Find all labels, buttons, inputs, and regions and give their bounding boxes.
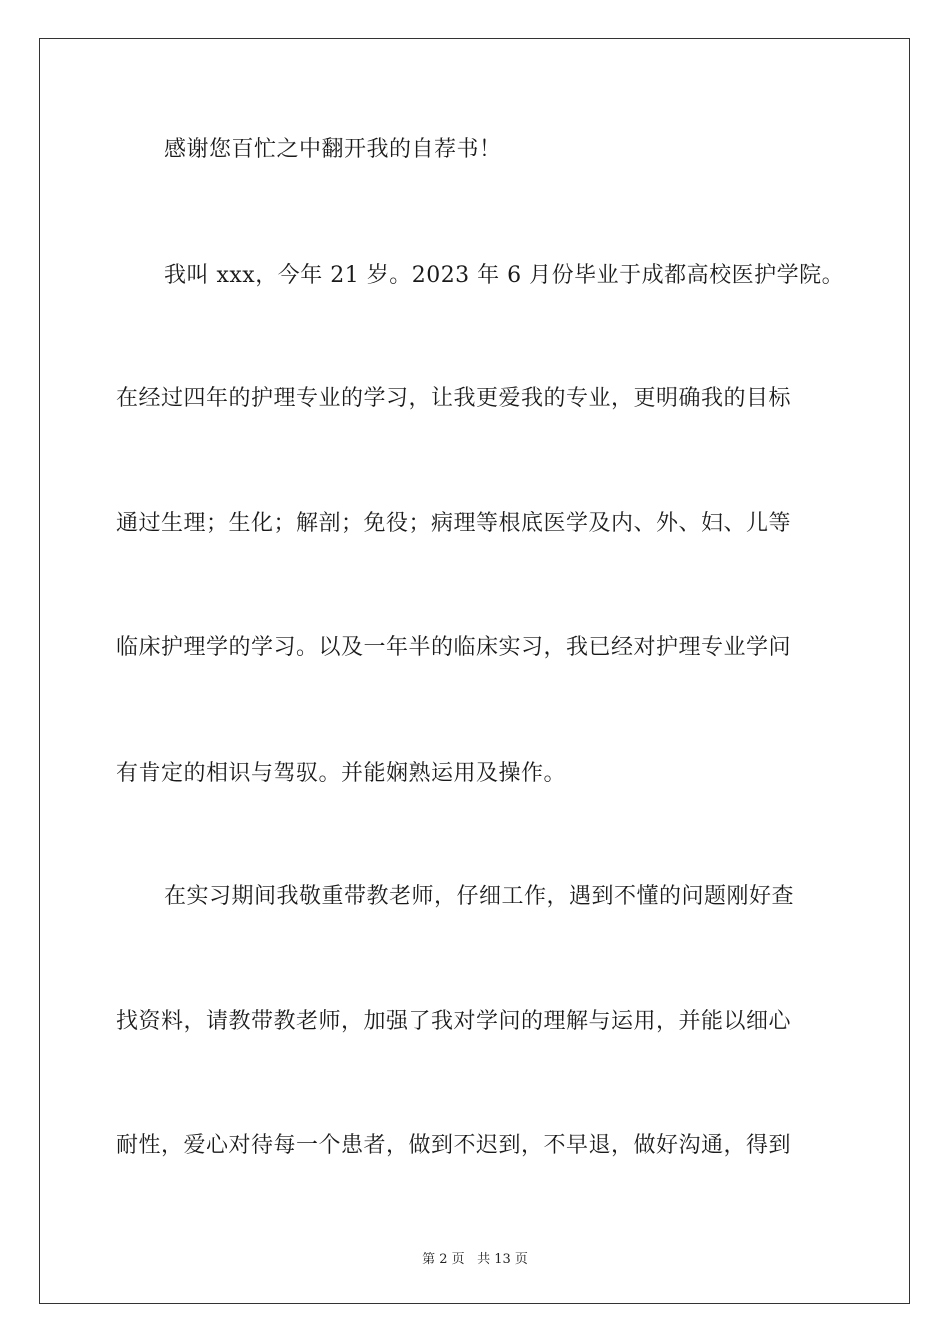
page-border <box>39 38 910 1304</box>
paragraph-line-8: 找资料，请教带教老师，加强了我对学问的理解与运用，并能以细心 <box>116 1009 792 1034</box>
paragraph-line-4: 通过生理；生化；解剖；免役；病理等根底医学及内、外、妇、儿等 <box>116 511 792 536</box>
paragraph-line-6: 有肯定的相识与驾驭。并能娴熟运用及操作。 <box>116 761 567 786</box>
paragraph-line-5: 临床护理学的学习。以及一年半的临床实习，我已经对护理专业学问 <box>116 635 792 660</box>
paragraph-line-3: 在经过四年的护理专业的学习，让我更爱我的专业，更明确我的目标 <box>116 386 792 411</box>
paragraph-line-1: 感谢您百忙之中翻开我的自荐书！ <box>164 137 502 162</box>
page-footer <box>0 1248 950 1267</box>
paragraph-line-7: 在实习期间我敬重带教老师，仔细工作，遇到不懂的问题刚好查 <box>164 884 795 909</box>
page-number: 第 2 页 <box>422 1252 465 1267</box>
paragraph-line-9: 耐性，爱心对待每一个患者，做到不迟到，不早退，做好沟通，得到 <box>116 1133 792 1158</box>
page-total: 共 13 页 <box>477 1252 528 1267</box>
paragraph-line-2: 我叫 xxx，今年 21 岁。2023 年 6 月份毕业于成都高校医护学院。 <box>164 263 845 288</box>
